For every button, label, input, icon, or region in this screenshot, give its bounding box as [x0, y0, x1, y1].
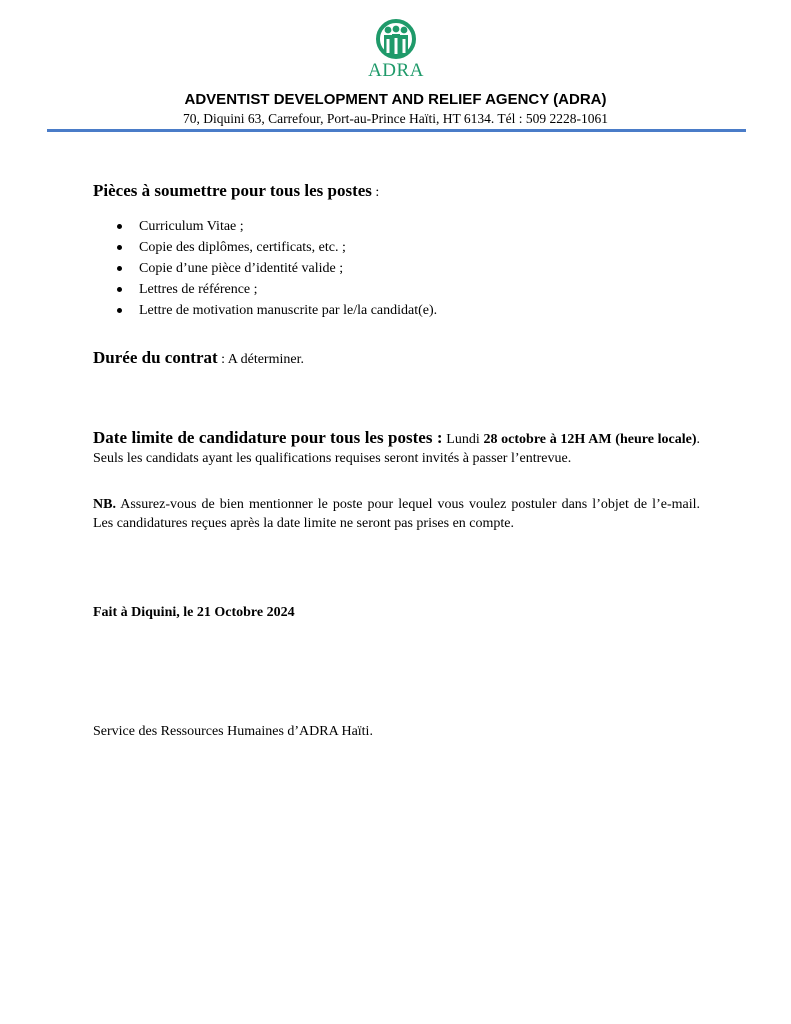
list-item: Copie d’une pièce d’identité valide ; [117, 258, 437, 279]
note-paragraph [93, 495, 700, 533]
documents-heading: Pièces à soumettre pour tous les postes [93, 181, 372, 200]
deadline-text-1: Lundi [442, 432, 484, 447]
adra-emblem-icon [368, 17, 424, 61]
place-date-line [93, 603, 700, 622]
list-item: Lettres de référence ; [117, 279, 437, 300]
service-signature: Service des Ressources Humaines d’ADRA Haïti. [93, 724, 373, 739]
deadline-text-2: . Seuls les candidats ayant les qualifications requises seront invités à passer l’entrevue. [93, 432, 700, 466]
service-line [93, 722, 700, 741]
adra-logo [364, 17, 428, 81]
documents-heading-suffix: : [371, 185, 380, 200]
deadline-heading: Date limite de candidature pour tous les postes : [93, 428, 443, 447]
deadline-date: 28 octobre à 12H AM (heure locale) [483, 432, 697, 447]
list-item: Lettre de motivation manuscrite par le/la candidat(e). [117, 300, 437, 321]
note-label: NB. [93, 497, 116, 512]
header-divider [47, 129, 746, 132]
contract-text: : A déterminer. [217, 352, 304, 367]
contract-line [93, 348, 700, 369]
deadline-paragraph [93, 428, 700, 468]
list-item: Copie des diplômes, certificats, etc. ; [117, 237, 437, 258]
list-item: Curriculum Vitae ; [117, 216, 437, 237]
place-date: Fait à Diquini, le 21 Octobre 2024 [93, 605, 295, 620]
organization-address: 70, Diquini 63, Carrefour, Port-au-Prince Haïti, HT 6134. Tél : 509 2228-1061 [183, 111, 608, 126]
organization-name: ADVENTIST DEVELOPMENT AND RELIEF AGENCY (ADRA) [184, 91, 607, 108]
documents-list [117, 216, 437, 321]
note-text: Assurez-vous de bien mentionner le poste pour lequel vous voulez postuler dans l’objet de l’e-mail. Les candidatures reçues après la date limite ne seront pas prises en compte. [93, 497, 700, 531]
documents-heading-line [93, 181, 700, 202]
logo-text: ADRA [368, 60, 424, 81]
contract-heading: Durée du contrat [93, 348, 218, 367]
